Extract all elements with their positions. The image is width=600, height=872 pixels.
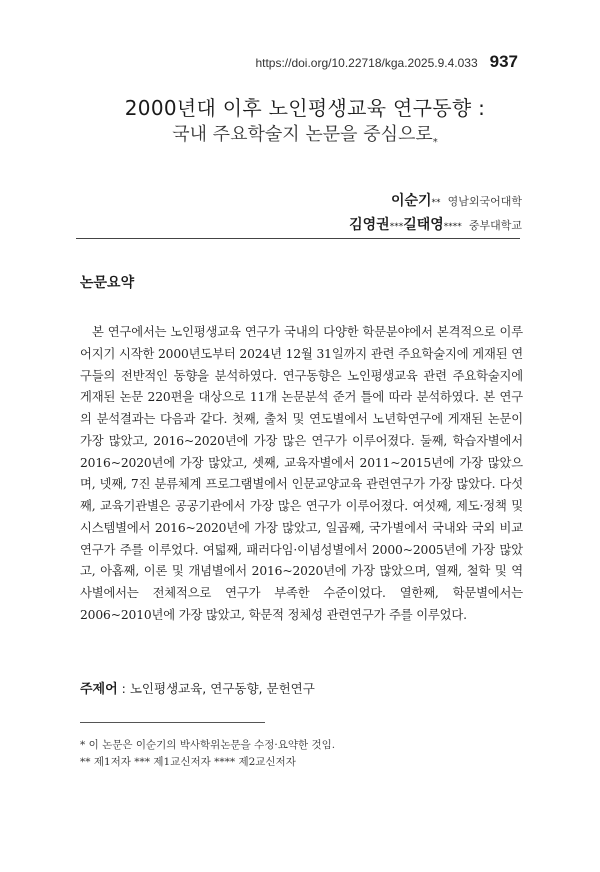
author-line-1 [349, 188, 522, 212]
author-mark: **** [443, 222, 462, 232]
title-line-2 [70, 122, 540, 148]
paper-title [70, 94, 540, 148]
title-footnote-mark: * [432, 137, 438, 148]
header-divider [76, 238, 520, 239]
page-number: 937 [489, 52, 518, 71]
author-name: 이순기 [390, 193, 432, 209]
doi-link[interactable]: https://doi.org/10.22718/kga.2025.9.4.033 [255, 56, 478, 70]
footnotes [80, 737, 335, 771]
keywords-line [80, 678, 315, 697]
title-line-1: 2000년대 이후 노인평생교육 연구동향 : [124, 96, 486, 120]
footnote-2: ** 제1저자 *** 제1교신저자 **** 제2교신저자 [80, 756, 296, 768]
abstract-heading: 논문요약 [80, 275, 135, 291]
title-line-2-text: 국내 주요학술지 논문을 중심으로 [172, 124, 433, 145]
abstract-text: 본 연구에서는 노인평생교육 연구가 국내의 다양한 학문분야에서 본격적으로 이루어지기 시작한 2000년도부터 2024년 12월 31일까지 관련 주요학술지에 게재된 연구들의 전반적인 동향을 분석하였다. 연구동향은 노인평생교육 관련 주요학술지에 게재된 논문 220편을 대상으로 11개 논문분석 준거 틀에 따라 분석하였다. 본 연구의 분석결과는 다음과 같다. 첫째, 출처 및 연도별에서 노년학연구에 게재된 논문이 가장 많았고, 2016~2020년에 가장 많은 연구가 이루어졌다. 둘째, 학습자별에서 2016~2020년에 가장 많았고, 셋째, 교육자별에서 2011~2015년에 가장 많았으며, 넷째, 7진 분류체계 프로그램별에서 인문교양교육 관련연구가 가장 많았다. 다섯째, 교육기관별은 공공기관에서 가장 많은 연구가 이루어졌다. 여섯째, 제도·정책 및 시스템별에서 2016~2020년에 가장 많았고, 일곱째, 국가별에서 국내와 국외 비교 연구가 주를 이루었다. 여덟째, 패러다임·이념성별에서 2000~2005년에 가장 많았고, 아홉째, 이론 및 개념별에서 2016~2020년에 가장 많았으며, 열째, 철학 및 역사별에서는 전체적으로 연구가 부족한 수준이었다. 열한째, 학문별에서는 2006~2010년에 가장 많았고, 학문적 정체성 관련연구가 주를 이루었다. [80, 325, 523, 622]
author-affiliation: 영남외국어대학 [447, 195, 522, 208]
author-name: 김영권 [349, 217, 390, 233]
author-name: 길태영 [403, 217, 444, 233]
keywords-values: 노인평생교육, 연구동향, 문헌연구 [129, 681, 315, 696]
keywords-label: 주제어 [80, 682, 118, 697]
page-header [255, 52, 518, 72]
author-block [349, 188, 522, 236]
author-mark: ** [431, 198, 441, 208]
keywords-separator: : [117, 681, 130, 696]
footnote-divider [80, 722, 265, 723]
author-mark: *** [389, 222, 404, 232]
author-line-2 [349, 212, 522, 236]
author-affiliation: 중부대학교 [468, 219, 522, 232]
footnote-1: * 이 논문은 이순기의 박사학위논문을 수정·요약한 것임. [80, 739, 336, 751]
